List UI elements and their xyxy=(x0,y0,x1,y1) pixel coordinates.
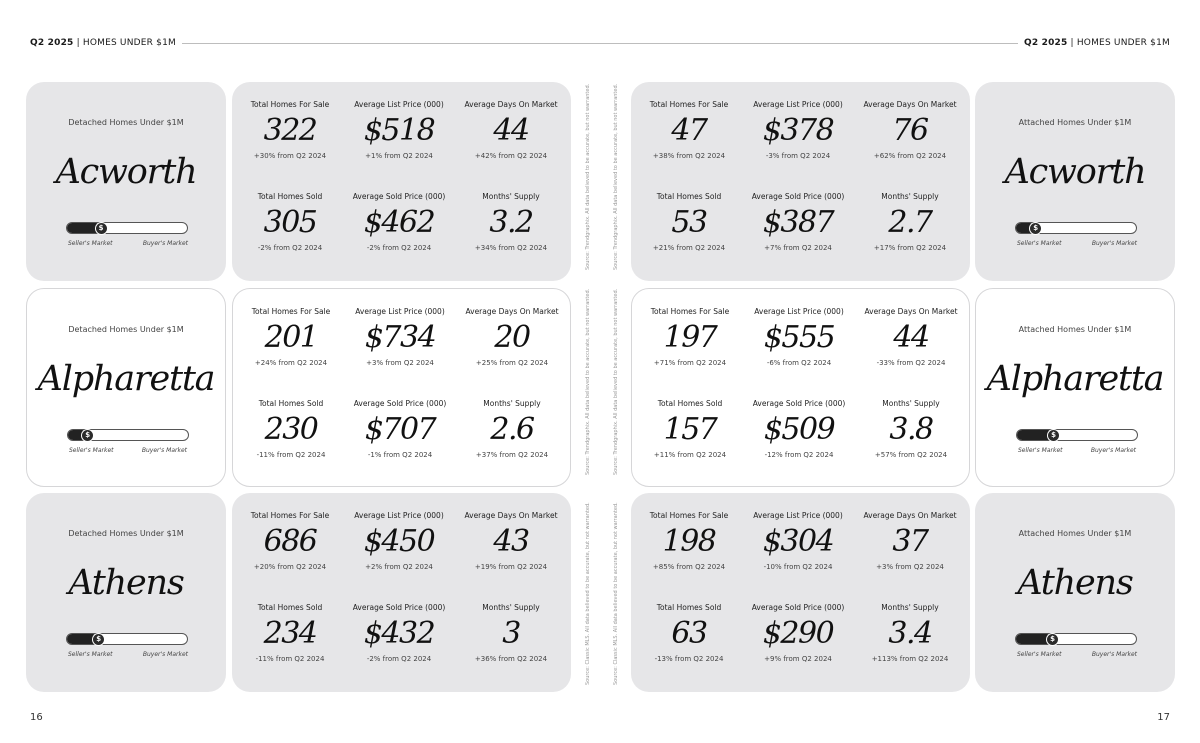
metric-change: +21% from Q2 2024 xyxy=(652,244,726,252)
dollar-icon: $ xyxy=(92,633,105,646)
sellers-market-label: Seller's Market xyxy=(68,240,113,247)
stats-card xyxy=(631,493,970,692)
metric-list-price xyxy=(744,307,854,367)
city-card xyxy=(26,493,226,692)
city-name: Athens xyxy=(68,563,184,603)
metric-label: Months' Supply xyxy=(881,192,939,201)
metric-supply xyxy=(856,399,966,459)
metric-label: Total Homes For Sale xyxy=(649,100,729,109)
page-number-right: 17 xyxy=(1157,712,1170,723)
metric-value: 197 xyxy=(663,320,717,355)
metric-for-sale xyxy=(235,100,345,160)
metric-label: Average Sold Price (000) xyxy=(352,192,446,201)
city-card xyxy=(26,82,226,281)
metric-list-price xyxy=(344,100,454,160)
metric-change: +42% from Q2 2024 xyxy=(474,152,548,160)
city-name: Alpharetta xyxy=(986,359,1164,399)
property-type-caption: Attached Homes Under $1M xyxy=(1018,325,1132,334)
metric-value: 305 xyxy=(263,205,317,240)
metric-label: Average List Price (000) xyxy=(754,307,844,316)
metric-label: Total Homes Sold xyxy=(257,192,323,201)
metric-value: 3.2 xyxy=(489,205,533,240)
city-card xyxy=(975,82,1175,281)
city-name: Acworth xyxy=(55,152,197,192)
city-name: Alpharetta xyxy=(37,359,215,399)
metric-supply xyxy=(456,603,566,663)
metric-change: +34% from Q2 2024 xyxy=(474,244,548,252)
metric-change: +24% from Q2 2024 xyxy=(254,359,328,367)
sellers-market-label: Seller's Market xyxy=(69,447,114,454)
metric-list-price xyxy=(345,307,455,367)
metric-value: 322 xyxy=(263,113,317,148)
metric-for-sale xyxy=(235,511,345,571)
metric-sold xyxy=(634,192,744,252)
property-type-caption: Detached Homes Under $1M xyxy=(68,118,184,127)
metric-sold-price xyxy=(344,192,454,252)
metric-label: Total Homes Sold xyxy=(656,192,722,201)
metric-label: Total Homes Sold xyxy=(656,603,722,612)
metric-change: -11% from Q2 2024 xyxy=(256,451,326,459)
metric-sold-price xyxy=(344,603,454,663)
dollar-icon: $ xyxy=(1047,429,1060,442)
metric-change: +3% from Q2 2024 xyxy=(876,563,944,571)
metric-value: 44 xyxy=(893,320,929,355)
metric-sold xyxy=(235,603,345,663)
sellers-market-label: Seller's Market xyxy=(68,651,113,658)
city-card xyxy=(975,493,1175,692)
metric-value: $378 xyxy=(762,113,834,148)
metric-value: $555 xyxy=(763,320,835,355)
stats-card xyxy=(631,82,970,281)
metric-label: Average Days On Market xyxy=(464,100,558,109)
metric-value: 201 xyxy=(264,320,318,355)
buyers-market-label: Buyer's Market xyxy=(1091,651,1137,658)
source-note: Source: Trendgraphix. All data believed to be accurate, but not warranted. xyxy=(613,288,619,475)
metric-change: +11% from Q2 2024 xyxy=(653,451,727,459)
source-note: Source: Trendgraphix. All data believed to be accurate, but not warranted. xyxy=(585,288,591,475)
metric-change: +7% from Q2 2024 xyxy=(764,244,832,252)
metric-value: $462 xyxy=(363,205,435,240)
metric-label: Months' Supply xyxy=(482,603,540,612)
metric-label: Total Homes For Sale xyxy=(250,100,330,109)
metric-value: 53 xyxy=(671,205,707,240)
stats-card xyxy=(232,82,571,281)
metric-change: -2% from Q2 2024 xyxy=(366,655,432,663)
metric-for-sale xyxy=(236,307,346,367)
metric-value: 2.7 xyxy=(888,205,932,240)
sellers-market-label: Seller's Market xyxy=(1018,447,1063,454)
metric-supply xyxy=(855,192,965,252)
source-note: Source: Classic MLS. All data believed to be accurate, but not warranted. xyxy=(613,502,619,685)
metric-value: 37 xyxy=(892,524,928,559)
property-type-caption: Attached Homes Under $1M xyxy=(1018,529,1132,538)
metric-label: Average Days On Market xyxy=(863,100,957,109)
metric-label: Total Homes Sold xyxy=(258,399,324,408)
metric-days xyxy=(457,307,567,367)
metric-change: +62% from Q2 2024 xyxy=(873,152,947,160)
metric-value: 47 xyxy=(671,113,707,148)
metric-value: 20 xyxy=(494,320,530,355)
dollar-icon: $ xyxy=(81,429,94,442)
metric-label: Months' Supply xyxy=(881,603,939,612)
header-title: | HOMES UNDER $1M xyxy=(76,38,177,48)
metric-label: Average List Price (000) xyxy=(354,511,444,520)
metric-list-price xyxy=(743,511,853,571)
header-rule xyxy=(30,43,1170,44)
market-meter xyxy=(1016,429,1138,441)
buyers-market-label: Buyer's Market xyxy=(142,651,188,658)
metric-value: 234 xyxy=(263,616,317,651)
metric-value: $509 xyxy=(763,412,835,447)
page-number-left: 16 xyxy=(30,712,43,723)
metric-change: -11% from Q2 2024 xyxy=(255,655,325,663)
header-right xyxy=(1018,38,1170,48)
metric-change: -12% from Q2 2024 xyxy=(764,451,834,459)
metric-value: 43 xyxy=(493,524,529,559)
dollar-icon: $ xyxy=(1029,222,1042,235)
metric-change: +57% from Q2 2024 xyxy=(874,451,948,459)
market-meter xyxy=(1015,222,1137,234)
header-quarter: Q2 2025 xyxy=(1023,38,1068,48)
metric-label: Average Sold Price (000) xyxy=(752,399,846,408)
metric-label: Total Homes Sold xyxy=(257,603,323,612)
metric-value: 157 xyxy=(663,412,717,447)
metric-change: -33% from Q2 2024 xyxy=(876,359,946,367)
metric-change: +9% from Q2 2024 xyxy=(764,655,832,663)
metric-change: -2% from Q2 2024 xyxy=(366,244,432,252)
metric-change: +25% from Q2 2024 xyxy=(475,359,549,367)
metric-value: 230 xyxy=(264,412,318,447)
metric-value: $387 xyxy=(762,205,834,240)
metric-sold-price xyxy=(744,399,854,459)
metric-change: -1% from Q2 2024 xyxy=(367,451,433,459)
metric-value: 3.8 xyxy=(889,412,933,447)
metric-days xyxy=(456,511,566,571)
metric-change: +19% from Q2 2024 xyxy=(474,563,548,571)
buyers-market-label: Buyer's Market xyxy=(1091,240,1137,247)
stats-card xyxy=(232,288,571,487)
buyers-market-label: Buyer's Market xyxy=(1090,447,1136,454)
metric-label: Months' Supply xyxy=(482,192,540,201)
metric-value: 3.4 xyxy=(888,616,932,651)
stats-card xyxy=(232,493,571,692)
metric-change: +71% from Q2 2024 xyxy=(653,359,727,367)
buyers-market-label: Buyer's Market xyxy=(142,240,188,247)
metric-change: +2% from Q2 2024 xyxy=(365,563,433,571)
metric-label: Average List Price (000) xyxy=(753,511,843,520)
metric-label: Total Homes For Sale xyxy=(650,307,730,316)
metric-label: Average Days On Market xyxy=(864,307,958,316)
stats-card xyxy=(631,288,970,487)
metric-sold-price xyxy=(743,603,853,663)
metric-days xyxy=(456,100,566,160)
metric-change: +85% from Q2 2024 xyxy=(652,563,726,571)
metric-days xyxy=(855,511,965,571)
header-quarter: Q2 2025 xyxy=(30,38,74,48)
property-type-caption: Detached Homes Under $1M xyxy=(68,529,184,538)
metric-for-sale xyxy=(634,511,744,571)
source-note: Source: Classic MLS. All data believed to be accurate, but not warranted. xyxy=(585,502,591,685)
metric-label: Average Days On Market xyxy=(465,307,559,316)
metric-sold xyxy=(634,603,744,663)
market-meter xyxy=(66,222,188,234)
metric-change: +36% from Q2 2024 xyxy=(474,655,548,663)
buyers-market-label: Buyer's Market xyxy=(141,447,187,454)
metric-label: Average Sold Price (000) xyxy=(352,603,446,612)
metric-label: Months' Supply xyxy=(882,399,940,408)
dollar-icon: $ xyxy=(95,222,108,235)
metric-sold xyxy=(235,192,345,252)
metric-value: 63 xyxy=(671,616,707,651)
metric-label: Average Sold Price (000) xyxy=(353,399,447,408)
metric-label: Total Homes Sold xyxy=(657,399,723,408)
property-type-caption: Attached Homes Under $1M xyxy=(1018,118,1132,127)
metric-value: 198 xyxy=(662,524,716,559)
dollar-icon: $ xyxy=(1046,633,1059,646)
metric-list-price xyxy=(743,100,853,160)
metric-for-sale xyxy=(634,100,744,160)
metric-change: +17% from Q2 2024 xyxy=(873,244,947,252)
metric-supply xyxy=(855,603,965,663)
metric-value: 686 xyxy=(263,524,317,559)
metric-supply xyxy=(457,399,567,459)
city-name: Athens xyxy=(1017,563,1133,603)
metric-change: -6% from Q2 2024 xyxy=(766,359,832,367)
metric-value: 3 xyxy=(502,616,520,651)
city-card xyxy=(975,288,1175,487)
city-name: Acworth xyxy=(1004,152,1146,192)
metric-label: Total Homes For Sale xyxy=(251,307,331,316)
metric-label: Months' Supply xyxy=(483,399,541,408)
metric-change: +38% from Q2 2024 xyxy=(652,152,726,160)
sellers-market-label: Seller's Market xyxy=(1017,240,1062,247)
metric-label: Total Homes For Sale xyxy=(250,511,330,520)
metric-sold xyxy=(236,399,346,459)
header-left xyxy=(30,38,182,48)
metric-change: -10% from Q2 2024 xyxy=(763,563,833,571)
metric-value: $432 xyxy=(363,616,435,651)
metric-label: Average List Price (000) xyxy=(354,100,444,109)
metric-sold-price xyxy=(743,192,853,252)
metric-value: $734 xyxy=(364,320,436,355)
metric-for-sale xyxy=(635,307,745,367)
metric-value: 2.6 xyxy=(490,412,534,447)
metric-value: 76 xyxy=(892,113,928,148)
market-meter xyxy=(1015,633,1137,645)
metric-change: -3% from Q2 2024 xyxy=(765,152,831,160)
metric-label: Total Homes For Sale xyxy=(649,511,729,520)
metric-label: Average List Price (000) xyxy=(753,100,843,109)
header-title: | HOMES UNDER $1M xyxy=(1070,38,1170,48)
metric-label: Average Days On Market xyxy=(863,511,957,520)
source-note: Source: Trendgraphix. All data believed to be accurate, but not warranted. xyxy=(613,83,619,270)
metric-value: $518 xyxy=(363,113,435,148)
metric-value: $450 xyxy=(363,524,435,559)
metric-value: $707 xyxy=(364,412,436,447)
metric-change: +30% from Q2 2024 xyxy=(253,152,327,160)
metric-label: Average Sold Price (000) xyxy=(751,603,845,612)
metric-label: Average List Price (000) xyxy=(355,307,445,316)
metric-label: Average Days On Market xyxy=(464,511,558,520)
metric-sold-price xyxy=(345,399,455,459)
metric-days xyxy=(856,307,966,367)
metric-value: $290 xyxy=(762,616,834,651)
source-note: Source: Trendgraphix. All data believed to be accurate, but not warranted. xyxy=(585,83,591,270)
market-meter xyxy=(66,633,188,645)
metric-value: $304 xyxy=(762,524,834,559)
metric-change: +1% from Q2 2024 xyxy=(365,152,433,160)
market-meter xyxy=(67,429,189,441)
property-type-caption: Detached Homes Under $1M xyxy=(68,325,184,334)
metric-change: +20% from Q2 2024 xyxy=(253,563,327,571)
metric-change: +113% from Q2 2024 xyxy=(871,655,949,663)
metric-change: +3% from Q2 2024 xyxy=(366,359,434,367)
sellers-market-label: Seller's Market xyxy=(1017,651,1062,658)
metric-value: 44 xyxy=(493,113,529,148)
metric-change: +37% from Q2 2024 xyxy=(475,451,549,459)
metric-change: -13% from Q2 2024 xyxy=(654,655,724,663)
metric-change: -2% from Q2 2024 xyxy=(257,244,323,252)
metric-list-price xyxy=(344,511,454,571)
city-card xyxy=(26,288,226,487)
metric-days xyxy=(855,100,965,160)
metric-sold xyxy=(635,399,745,459)
metric-label: Average Sold Price (000) xyxy=(751,192,845,201)
metric-supply xyxy=(456,192,566,252)
